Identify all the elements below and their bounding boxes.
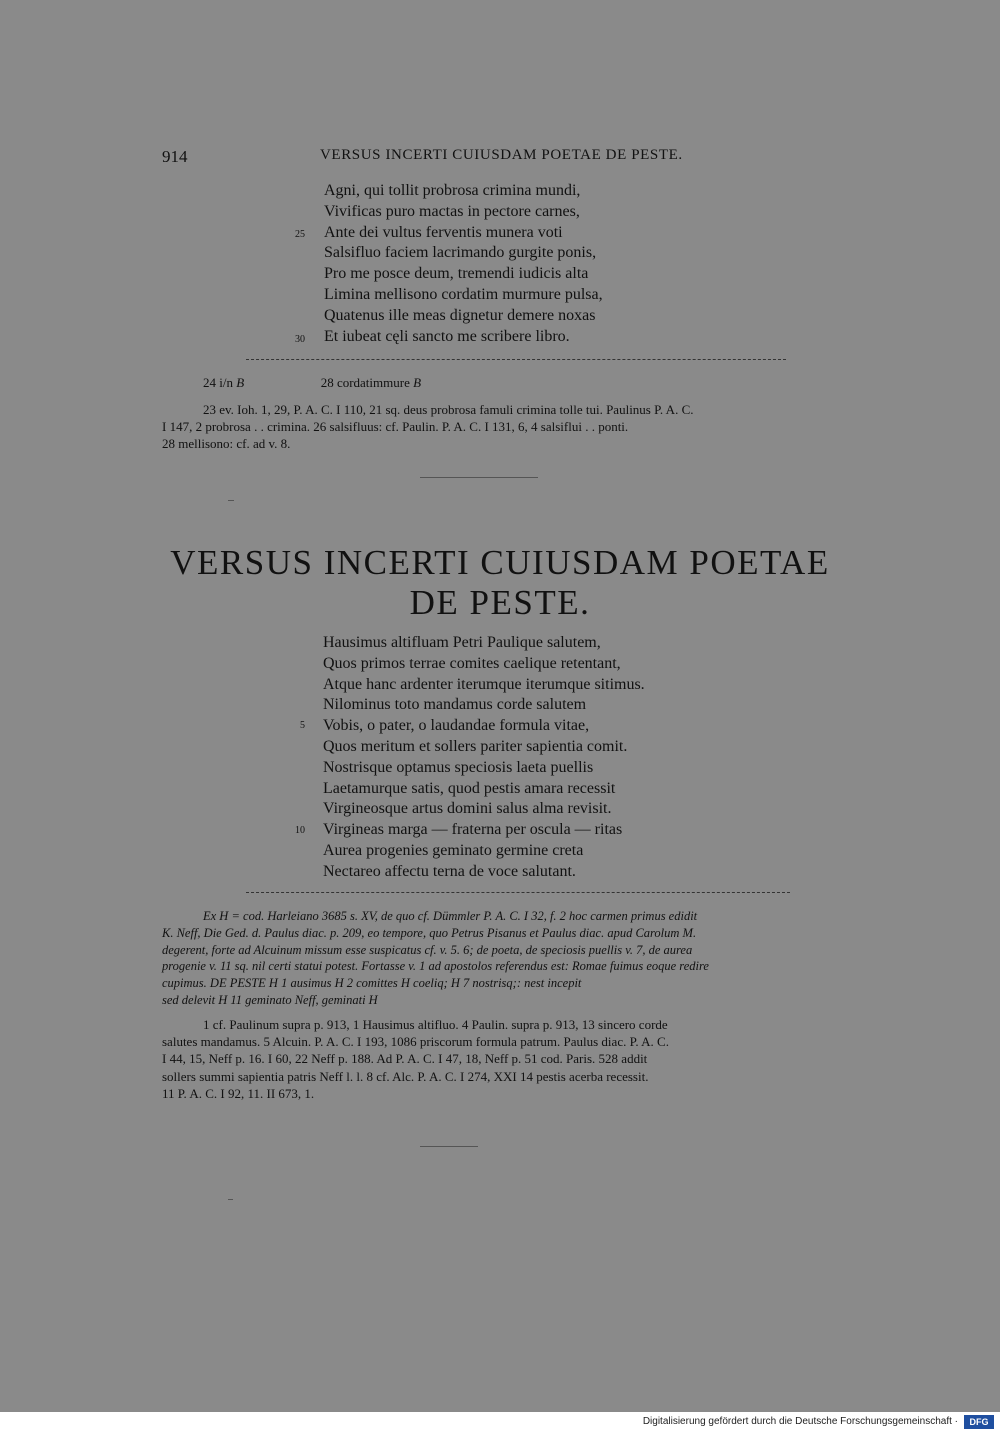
source-notes — [162, 401, 838, 453]
end-mark — [420, 477, 538, 478]
line-number: 10 — [295, 825, 305, 836]
note-line: 23 ev. Ioh. 1, 29, P. A. C. I 110, 21 sq. deus probrosa famuli crimina tolle tui. Paulinus P. A. C. — [203, 402, 694, 417]
verse-line: Limina mellisono cordatim murmure pulsa, — [324, 285, 603, 303]
crit-entry: 24 i/n — [203, 375, 237, 390]
poem-verses — [323, 633, 645, 883]
scan-mark — [228, 1199, 233, 1200]
note-line: I 147, 2 probrosa . . crimina. 26 salsifluus: cf. Paulin. P. A. C. I 131, 6, 4 salsiflui . . ponti. — [162, 419, 629, 435]
testimonia-notes — [162, 1016, 838, 1102]
separator-rule — [246, 359, 786, 360]
verse-line: Vobis, o pater, o laudandae formula vitae, — [323, 717, 590, 735]
verse-line: Vivificas puro mactas in pectore carnes, — [324, 202, 580, 220]
footer-bar — [0, 1412, 1000, 1434]
page-number: 914 — [162, 147, 188, 166]
critical-apparatus — [203, 374, 421, 391]
poem-title-line: DE PESTE. — [409, 583, 591, 622]
verse-line: Nostrisque optamus speciosis laeta puellis — [323, 758, 594, 776]
prev-poem-verses — [324, 181, 603, 347]
verse-line: Pro me posce deum, tremendi iudicis alta — [324, 265, 589, 283]
verse-line: Nilominus toto mandamus corde salutem — [323, 696, 587, 714]
verse-line: Virgineosque artus domini salus alma revisit. — [323, 800, 612, 818]
poem-title-line: VERSUS INCERTI CUIUSDAM POETAE — [170, 543, 830, 582]
note-line: cupimus. DE PESTE H 1 ausimus H 2 comittes H coeliq; H 7 nostrisq;: nest incepit — [162, 976, 582, 991]
verse-line: Virgineas marga — fraterna per oscula — ritas — [323, 821, 623, 839]
note-line: 1 cf. Paulinum supra p. 913, 1 Hausimus altifluo. 4 Paulin. supra p. 913, 13 sincero corde — [203, 1017, 668, 1032]
funding-notice: Digitalisierung gefördert durch die Deutsche Forschungsgemeinschaft · — [642, 1416, 958, 1427]
note-line: progenie v. 11 sq. nil certi statui potest. Fortasse v. 1 ad apostolos referendus est: Romae fuimus eoque redire — [162, 959, 709, 974]
note-line: Ex H = cod. Harleiano 3685 s. XV, de quo cf. Dümmler P. A. C. I 32, f. 2 hoc carmen primus edidit — [203, 909, 698, 923]
verse-line: Agni, qui tollit probrosa crimina mundi, — [324, 182, 581, 199]
note-line: sed delevit H 11 geminato Neff, geminati H — [162, 992, 378, 1007]
verse-line: Et iubeat cęli sancto me scribere libro. — [324, 327, 570, 345]
verse-line: Atque hanc ardenter iterumque iterumque sitimus. — [323, 675, 645, 693]
separator-rule — [246, 892, 790, 893]
source-note — [162, 908, 838, 1009]
verse-line: Quos meritum et sollers pariter sapientia comit. — [323, 737, 628, 755]
note-line: I 44, 15, Neff p. 16. I 60, 22 Neff p. 188. Ad P. A. C. I 47, 18, Neff p. 51 cod. Paris. 528 addit — [162, 1051, 648, 1067]
verse-line: Ante dei vultus ferventis munera voti — [324, 223, 563, 241]
verse-line: Hausimus altifluam Petri Paulique salutem, — [323, 634, 601, 651]
note-line: degerent, forte ad Alcuinum missum esse suspicatus cf. v. 5. 6; de poeta, de speciosis puellis v. 7, de aurea — [162, 942, 693, 957]
running-title: VERSUS INCERTI CUIUSDAM POETAE DE PESTE. — [320, 147, 683, 163]
manuscript-siglum: B — [236, 375, 245, 390]
verse-line: Aurea progenies geminato germine creta — [323, 841, 584, 859]
crit-entry: 28 cordatimmure — [320, 375, 414, 390]
note-line: sollers summi sapientia patris Neff l. l. 8 cf. Alc. P. A. C. I 274, XXI 14 pestis acerba recessit. — [162, 1068, 649, 1084]
dfg-logo: DFG — [964, 1415, 994, 1429]
end-mark — [420, 1146, 478, 1147]
line-number: 25 — [295, 229, 305, 240]
line-number: 30 — [295, 334, 305, 345]
scan-mark — [228, 500, 234, 501]
verse-line: Laetamurque satis, quod pestis amara recessit — [323, 779, 616, 797]
verse-line: Nectareo affectu terna de voce salutant. — [323, 862, 576, 880]
note-line: 11 P. A. C. I 92, 11. II 673, 1. — [162, 1085, 315, 1101]
verse-line: Quos primos terrae comites caelique retentant, — [323, 654, 621, 672]
note-line: K. Neff, Die Ged. d. Paulus diac. p. 209, eo tempore, quo Petrus Pisanus et Paulus diac. apud Carolum M. — [162, 925, 697, 940]
note-line: 28 mellisono: cf. ad v. 8. — [162, 436, 291, 452]
verse-line: Quatenus ille meas dignetur demere noxas — [324, 306, 596, 324]
note-line: salutes mandamus. 5 Alcuin. P. A. C. I 193, 1086 priscorum formula patrum. Paulus diac. P. A. C. — [162, 1034, 669, 1050]
line-number: 5 — [300, 720, 305, 731]
verse-line: Salsifluo faciem lacrimando gurgite ponis, — [324, 244, 597, 262]
manuscript-siglum: B — [413, 375, 422, 390]
poem-title — [160, 543, 840, 623]
